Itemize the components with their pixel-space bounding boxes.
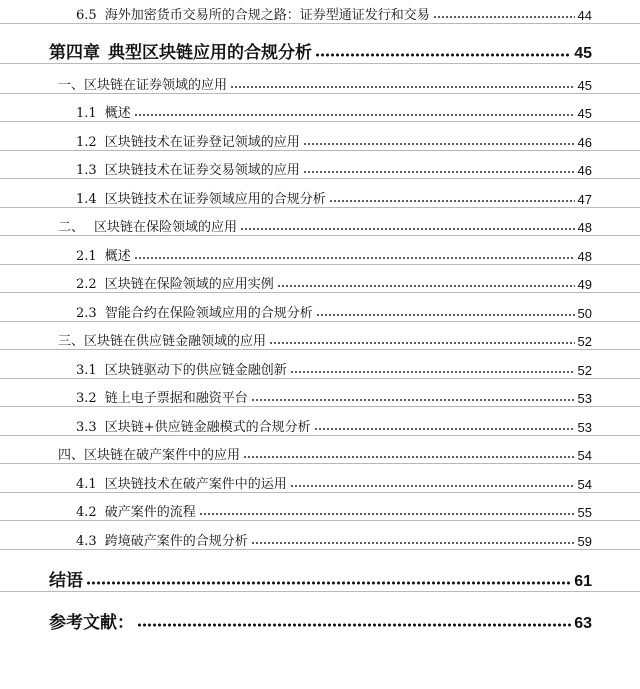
entry-page: 50 xyxy=(577,306,592,321)
dot-leader xyxy=(303,169,575,175)
toc-entry-3-1[interactable] xyxy=(0,355,640,379)
entry-page: 44 xyxy=(577,8,592,23)
entry-page: 54 xyxy=(577,448,592,463)
section-title: 区块链在证券领域的应用 xyxy=(84,78,228,93)
toc-entry-section-1[interactable] xyxy=(0,70,640,94)
entry-number: 3.3 xyxy=(76,420,97,435)
dot-leader xyxy=(290,483,575,489)
chapter-title: 典型区块链应用的合规分析 xyxy=(108,43,312,63)
entry-page: 49 xyxy=(577,277,592,292)
toc-entry-section-2[interactable] xyxy=(0,212,640,236)
entry-page: 46 xyxy=(577,135,592,150)
entry-page: 45 xyxy=(574,45,592,62)
entry-page: 59 xyxy=(577,534,592,549)
dot-leader xyxy=(290,369,575,375)
entry-number: 1.3 xyxy=(76,163,97,178)
toc-entry-4-3[interactable] xyxy=(0,526,640,550)
entry-page: 45 xyxy=(577,78,592,93)
dot-leader xyxy=(134,112,575,118)
entry-number: 1.1 xyxy=(76,106,97,121)
toc-entry-section-4[interactable] xyxy=(0,440,640,464)
toc-entry-6-5[interactable] xyxy=(0,0,640,24)
entry-number: 6.5 xyxy=(76,8,97,23)
entry-page: 46 xyxy=(577,163,592,178)
dot-leader xyxy=(277,283,575,289)
toc-entry-conclusion[interactable] xyxy=(0,562,640,592)
entry-page: 47 xyxy=(577,192,592,207)
entry-title: 区块链技术在证券领域应用的合规分析 xyxy=(104,192,326,207)
entry-page: 45 xyxy=(577,106,592,121)
entry-number: 3.1 xyxy=(76,363,97,378)
chapter-title: 结语 xyxy=(49,571,83,591)
entry-title: 智能合约在保险领域应用的合规分析 xyxy=(104,306,313,321)
section-title: 区块链在保险领域的应用 xyxy=(94,220,238,235)
entry-number: 4.3 xyxy=(76,534,97,549)
toc-entry-1-4[interactable] xyxy=(0,184,640,208)
dot-leader xyxy=(251,397,575,403)
entry-title: 链上电子票据和融资平台 xyxy=(104,391,248,406)
entry-title: 破产案件的流程 xyxy=(104,505,196,520)
dot-leader xyxy=(134,255,575,261)
section-title: 区块链在破产案件中的应用 xyxy=(84,448,241,463)
dot-leader xyxy=(433,14,575,20)
entry-title: 区块链技术在证券登记领域的应用 xyxy=(104,135,300,150)
toc-entry-2-1[interactable] xyxy=(0,241,640,265)
entry-title: 区块链技术在破产案件中的运用 xyxy=(104,477,287,492)
entry-title: 海外加密货币交易所的合规之路：证券型通证发行和交易 xyxy=(104,8,430,23)
entry-number: 4.1 xyxy=(76,477,97,492)
entry-number: 2.3 xyxy=(76,306,97,321)
dot-leader xyxy=(314,426,575,432)
section-number: 一、 xyxy=(58,78,85,93)
dot-leader xyxy=(199,511,575,517)
chapter-title: 参考文献： xyxy=(49,613,134,633)
entry-page: 52 xyxy=(577,363,592,378)
entry-number: 2.2 xyxy=(76,277,97,292)
entry-title: 区块链+供应链金融模式的合规分析 xyxy=(104,420,311,435)
toc-entry-3-2[interactable] xyxy=(0,383,640,407)
toc-entry-1-2[interactable] xyxy=(0,127,640,151)
toc-entry-chapter-4[interactable] xyxy=(0,34,640,64)
entry-page: 48 xyxy=(577,249,592,264)
entry-title: 区块链技术在证券交易领域的应用 xyxy=(104,163,300,178)
dot-leader xyxy=(230,84,575,90)
entry-page: 61 xyxy=(574,573,592,590)
entry-number: 1.4 xyxy=(76,192,97,207)
dot-leader xyxy=(86,579,571,587)
dot-leader xyxy=(137,621,571,629)
dot-leader xyxy=(269,340,575,346)
entry-number: 2.1 xyxy=(76,249,97,264)
toc-entry-1-1[interactable] xyxy=(0,98,640,122)
entry-number: 4.2 xyxy=(76,505,97,520)
entry-page: 53 xyxy=(577,391,592,406)
toc-entry-1-3[interactable] xyxy=(0,155,640,179)
entry-title: 概述 xyxy=(104,249,131,264)
section-title: 区块链在供应链金融领域的应用 xyxy=(84,334,267,349)
toc-entry-4-2[interactable] xyxy=(0,497,640,521)
section-number: 三、 xyxy=(58,334,85,349)
toc-entry-section-3[interactable] xyxy=(0,326,640,350)
toc-entry-2-2[interactable] xyxy=(0,269,640,293)
section-number: 四、 xyxy=(58,448,85,463)
dot-leader xyxy=(251,540,575,546)
toc-entry-references[interactable] xyxy=(0,603,640,633)
entry-page: 48 xyxy=(577,220,592,235)
dot-leader xyxy=(240,226,575,232)
entry-page: 55 xyxy=(577,505,592,520)
entry-title: 区块链驱动下的供应链金融创新 xyxy=(104,363,287,378)
toc-entry-3-3[interactable] xyxy=(0,412,640,436)
entry-title: 区块链在保险领域的应用实例 xyxy=(104,277,274,292)
dot-leader xyxy=(329,198,575,204)
entry-title: 跨境破产案件的合规分析 xyxy=(104,534,248,549)
entry-page: 63 xyxy=(574,615,592,632)
toc-entry-4-1[interactable] xyxy=(0,469,640,493)
chapter-number: 第四章 xyxy=(49,43,100,63)
entry-page: 52 xyxy=(577,334,592,349)
section-number: 二、 xyxy=(58,220,85,235)
dot-leader xyxy=(316,312,575,318)
entry-number: 1.2 xyxy=(76,135,97,150)
dot-leader xyxy=(315,51,571,59)
toc-entry-2-3[interactable] xyxy=(0,298,640,322)
entry-title: 概述 xyxy=(104,106,131,121)
entry-page: 53 xyxy=(577,420,592,435)
dot-leader xyxy=(303,141,575,147)
dot-leader xyxy=(243,454,575,460)
entry-number: 3.2 xyxy=(76,391,97,406)
entry-page: 54 xyxy=(577,477,592,492)
